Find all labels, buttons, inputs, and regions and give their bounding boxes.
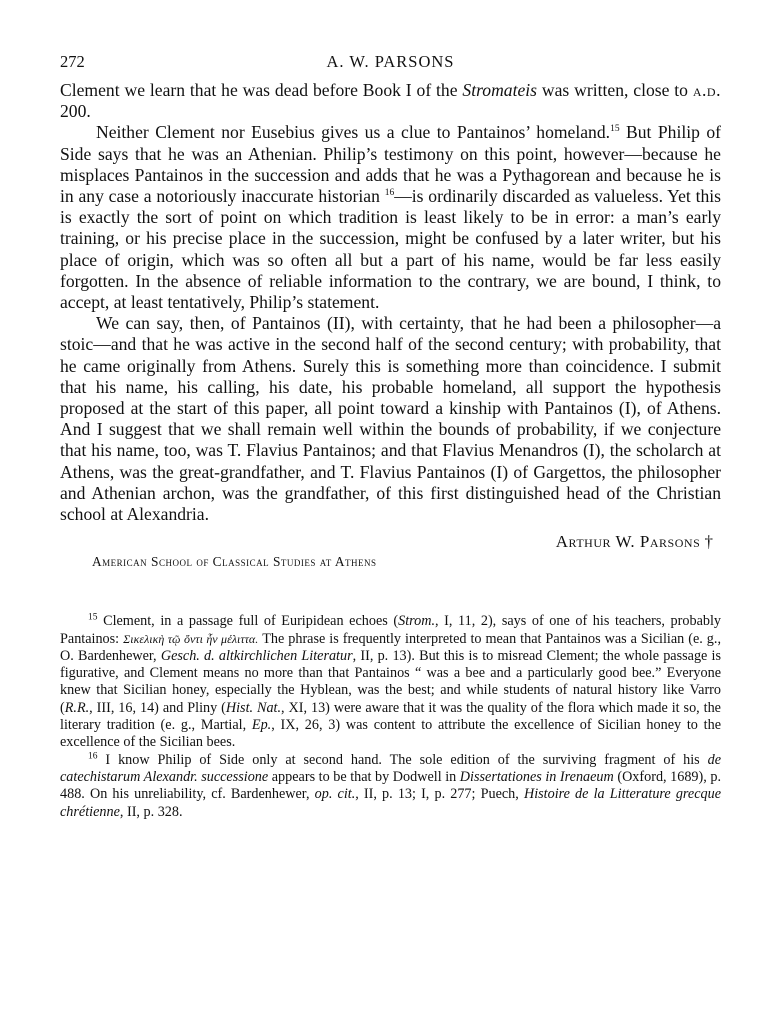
- running-title: A. W. PARSONS: [326, 52, 455, 71]
- main-text: [60, 80, 721, 525]
- dagger-mark: †: [704, 532, 713, 552]
- running-header: [60, 52, 721, 80]
- page: [60, 52, 721, 821]
- author-signature: Arthur W. Parsons †: [555, 532, 713, 552]
- page-number: 272: [60, 52, 85, 71]
- paragraph-3: We can say, then, of Pantainos (II), with certainty, that he had been a philosopher—a stoic—and that he was active in the second half of the second century; with probability, that he came originally from Athens. Surely this is something more than coincidence. I submit that his name, his calling, his date, his probable homeland, all support the hypothesis proposed at the start of this paper, all point toward a kinship with Pantainos (I), of Athens. And I suggest that we shall remain well within the bounds of probability, if we conjecture that his name, too, was T. Flavius Pantainos; and that Flavius Menandros (I), the scholarch at Athens, was the great-grandfather, and T. Flavius Pantainos (I) of Gargettos, the philosopher and Athenian archon, was the grandfather, of this first distinguished head of the Christian school at Alexandria.: [60, 313, 721, 525]
- greek-quote: Σικελικὴ τῷ ὄντι ἦν μέλιττα.: [123, 631, 259, 646]
- footnotes: [60, 613, 721, 821]
- paragraph-2: Neither Clement nor Eusebius gives us a clue to Pantainos’ homeland.$^{15}$ But Philip of Side says that he was an Athenian. Philip’s testimony on this point, however—because he misplaces Pantainos in the succession and adds that he was a Pythagorean and because he is in any case a notoriously inaccurate historian $^{16}$—is ordinarily discarded as valueless. Yet this is exactly the sort of point on which tradition is least likely to be in error: a man’s early training, or his precise place in the succession, might be confused by a later writer, but his place of origin, which was so often all but a part of his name, would be far less easily forgotten. In the absence of reliable information to the contrary, we are bound, I think, to accept, at least tentatively, Philip’s statement.: [60, 122, 721, 313]
- footnote-ref-15[interactable]: 15: [610, 124, 620, 135]
- footnote-15: $^{15}$ Clement, in a passage full of Euripidean echoes (Strom., I, 11, 2), says of one of his teachers, probably Pantainos: Σικελικὴ τῷ ὄντι ἦν μέλιττα. The phrase is frequently interpreted to mean that Pantainos was a Sicilian (e. g., O. Bardenhewer, Gesch. d. altkirchlichen Literatur, II, p. 13). But this is to misread Clement; the whole passage is figurative, and Clement means no more than that Pantainos “ was a bee and a particularly good bee.” Everyone knew that Sicilian honey, especially the Hyblean, was the best; and while students of natural history like Varro (R.R., III, 16, 14) and Pliny (Hist. Nat., XI, 13) were aware that it was the quality of the flora which made it so, the literary tradition (e. g., Martial, Ep., IX, 26, 3) was content to attribute the excellence of Sicilian honey to the excellence of the Sicilian bees.: [60, 612, 722, 751]
- footnote-16: $^{16}$ I know Philip of Side only at second hand. The sole edition of the surviving fragment of his de catechistarum Alexandr. successione appears to be that by Dodwell in Dissertationes in Irenaeum (Oxford, 1689), p. 488. On his unreliability, cf. Bardenhewer, op. cit., II, p. 13; I, p. 277; Puech, Histoire de la Litterature grecque chrétienne, II, p. 328.: [60, 750, 721, 820]
- paragraph-1: Clement we learn that he was dead before Book I of the Stromateis was written, close to a.d. 200.: [60, 80, 721, 122]
- author-affiliation: American School of Classical Studies at Athens: [92, 554, 377, 570]
- footnote-ref-16[interactable]: 16: [384, 188, 395, 199]
